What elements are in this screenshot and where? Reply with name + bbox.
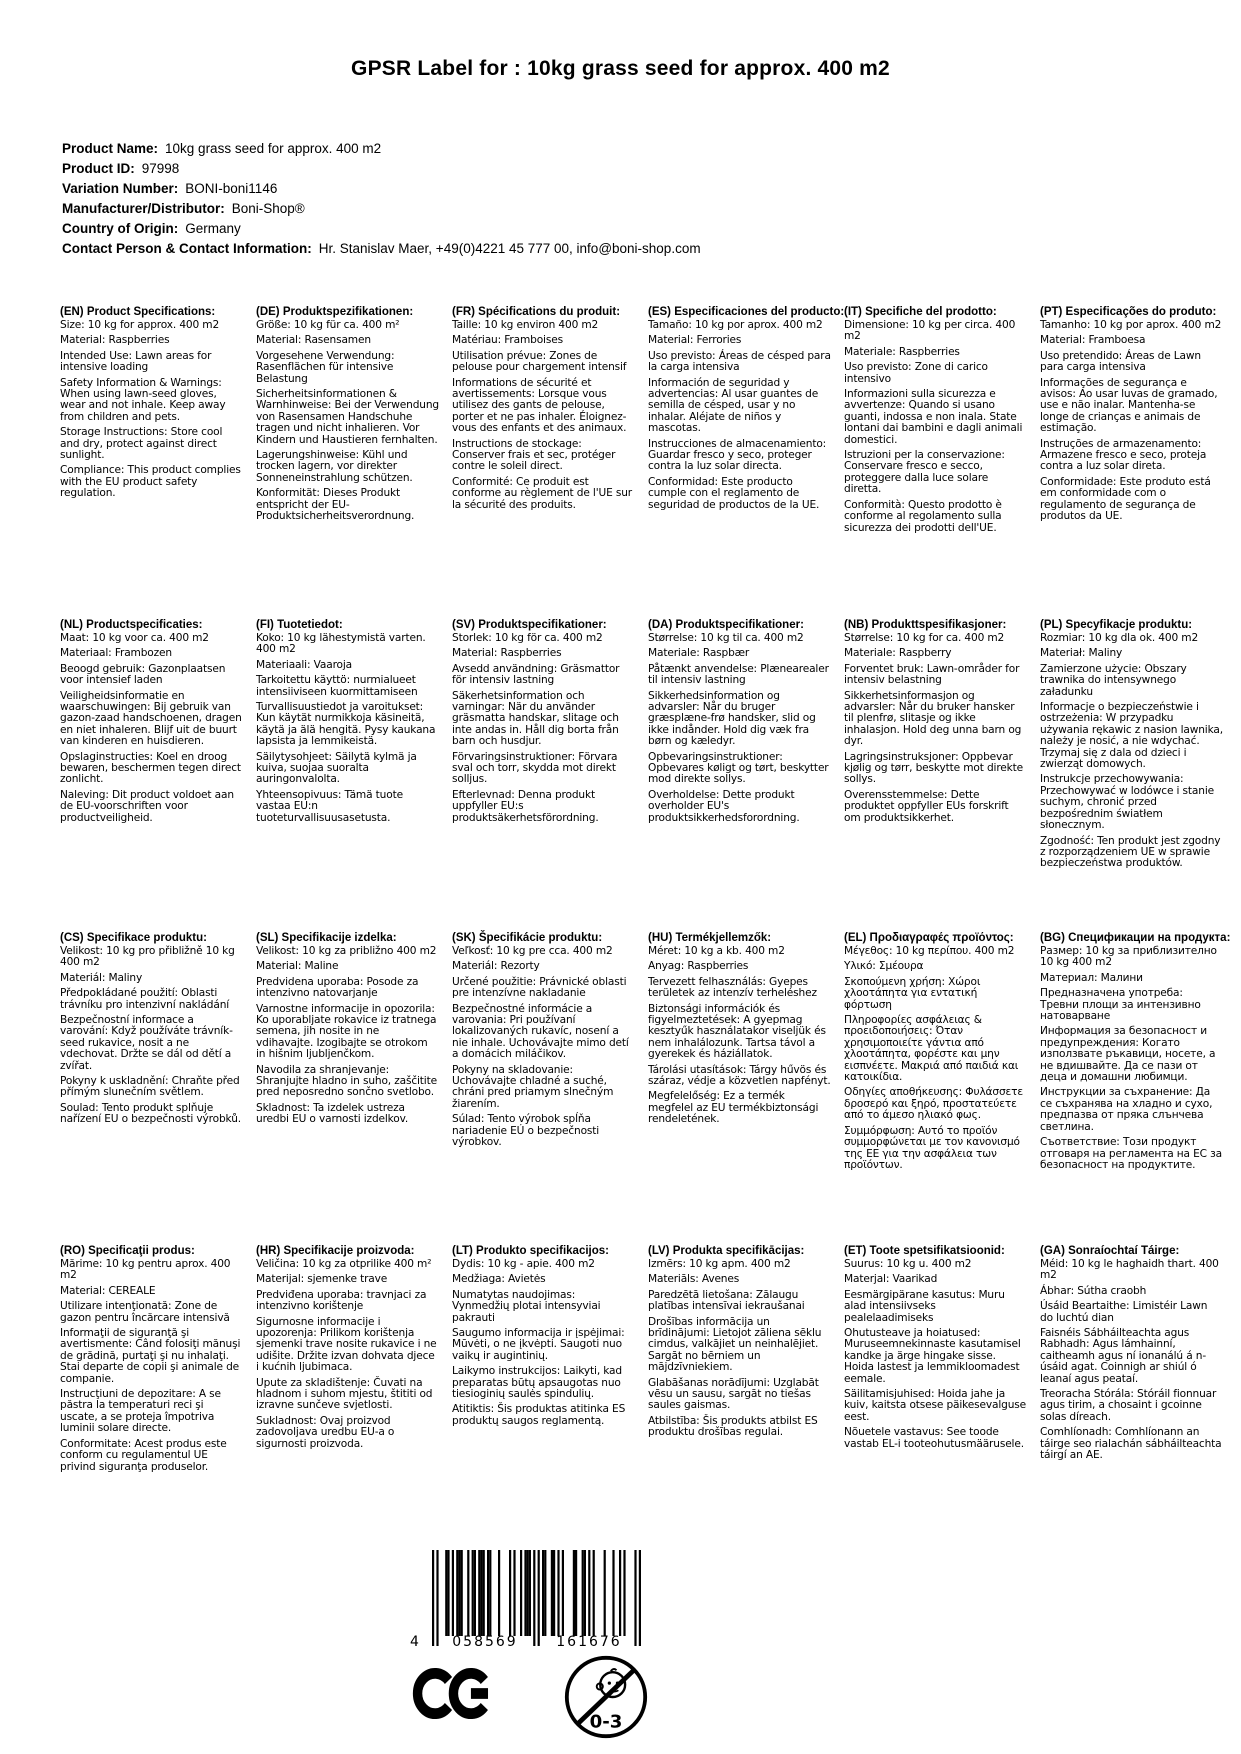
spec-paragraph: Material: Raspberries xyxy=(60,334,170,347)
spec-paragraph: Utilisation prévue: Zones de pelouse pour chargement intensif xyxy=(452,349,627,374)
language-section-nl xyxy=(60,619,243,932)
section-paragraphs xyxy=(452,320,635,511)
section-paragraphs xyxy=(60,633,243,824)
section-title: (CS) Specifikace produktu: xyxy=(60,932,207,944)
spec-paragraph: Pokyny na skladovanie: Uchovávajte chladné a suché, chráni pred priamym slnečným žiarením. xyxy=(452,1063,614,1110)
section-paragraphs xyxy=(648,320,831,511)
spec-paragraph: Material: Rasensamen xyxy=(256,334,371,347)
spec-paragraph: Méid: 10 kg le haghaidh thart. 400 m2 xyxy=(1040,1258,1219,1282)
spec-paragraph: Méret: 10 kg a kb. 400 m2 xyxy=(648,945,785,957)
spec-paragraph: Matériau: Framboises xyxy=(452,334,563,347)
section-paragraphs xyxy=(60,1259,243,1473)
page-title: GPSR Label for : 10kg grass seed for approx. 400 m2 xyxy=(351,57,890,80)
spec-paragraph: Konformität: Dieses Produkt entspricht der EU-Produktsicherheitsverordnung. xyxy=(256,487,415,523)
spec-paragraph: Utilizare intenţionată: Zone de gazon pentru încărcare intensivă xyxy=(60,1300,230,1324)
spec-paragraph: Veiligheidsinformatie en waarschuwingen: Bij gebruik van gazon-zaad handschoenen, dragen en niet inhaleren. Blijf uit de buurt van kinderen en huisdieren. xyxy=(60,689,242,748)
section-paragraphs xyxy=(844,320,1027,534)
spec-paragraph: Instructions de stockage: Conserver frais et sec, protéger contre le soleil direct. xyxy=(452,437,616,473)
section-title: (SK) Špecifikácie produktu: xyxy=(452,932,603,944)
spec-paragraph: Opbevaringsinstruktioner: Opbevares køligt og tørt, beskytter mod direkte sollys. xyxy=(648,750,829,786)
spec-paragraph: Atitiktis: Šis produktas atitinka ES produktų saugos reglamentą. xyxy=(452,1403,626,1427)
spec-paragraph: Istruzioni per la conservazione: Conservare fresco e secco, proteggere dalla luce solare diretta. xyxy=(844,449,1005,496)
spec-paragraph: Material: Framboesa xyxy=(1040,334,1146,347)
spec-paragraph: Taille: 10 kg environ 400 m2 xyxy=(452,319,599,331)
spec-paragraph: Material: CEREALE xyxy=(60,1284,156,1297)
product-info-label: Country of Origin: xyxy=(62,221,179,236)
spec-paragraph: Nõuetele vastavus: See toode vastab EL-i tooteohutusmäärusele. xyxy=(844,1426,1024,1450)
product-info-value: Hr. Stanislav Maer, +49(0)4221 45 777 00, info@boni-shop.com xyxy=(318,241,701,256)
section-paragraphs xyxy=(1040,946,1223,1171)
language-section-sl xyxy=(256,932,439,1245)
section-paragraphs xyxy=(256,946,439,1126)
spec-paragraph: Intended Use: Lawn areas for intensive loading xyxy=(60,349,212,374)
spec-paragraph: Ábhar: Sútha craobh xyxy=(1040,1284,1147,1297)
spec-paragraph: Overensstemmelse: Dette produktet oppfyller EUs forskrift om produktsikkerhet. xyxy=(844,788,1009,824)
spec-paragraph: Съответствие: Този продукт отговаря на регламента на ЕС за безопасност на продуктите. xyxy=(1040,1136,1222,1171)
section-title: (RO) Specificaţii produs: xyxy=(60,1245,195,1257)
product-info-row xyxy=(62,239,701,259)
product-info-label: Manufacturer/Distributor: xyxy=(62,201,225,216)
spec-paragraph: Opslaginstructies: Koel en droog bewaren, beschermen tegen direct zonlicht. xyxy=(60,750,241,786)
section-title: (PL) Specyfikacje produktu: xyxy=(1040,619,1193,631)
spec-paragraph: Instrukcje przechowywania: Przechowywać w lodówce i stanie suchym, chronić przed bezpośrednim światłem słonecznym. xyxy=(1040,773,1214,832)
language-section-da xyxy=(648,619,831,932)
spec-paragraph: Materiál: Rezorty xyxy=(452,960,540,973)
spec-paragraph: Dydis: 10 kg - apie. 400 m2 xyxy=(452,1258,595,1270)
spec-paragraph: Materiał: Maliny xyxy=(1040,647,1123,660)
spec-paragraph: Tervezett felhasználás: Gyepes területek az intenzív terheléshez xyxy=(648,975,817,1000)
section-paragraphs xyxy=(648,946,831,1126)
language-section-it xyxy=(844,306,1027,619)
spec-paragraph: Tamaño: 10 kg por aprox. 400 m2 xyxy=(648,319,823,331)
spec-paragraph: Úsáid Beartaithe: Limistéir Lawn do luchtú dian xyxy=(1040,1300,1208,1324)
spec-paragraph: Sicherheitsinformationen & Warnhinweise: Bei der Verwendung von Rasensamen Handschuhe tragen und nicht inhalieren. Vor Kindern und Haustieren fernhalten. xyxy=(256,388,439,446)
spec-paragraph: Overholdelse: Dette produkt overholder EU's produktsikkerhedsforordning. xyxy=(648,788,800,824)
spec-paragraph: Material: Maline xyxy=(256,960,339,973)
spec-paragraph: Mărime: 10 kg pentru aprox. 400 m2 xyxy=(60,1258,231,1282)
spec-paragraph: Materiaal: Frambozen xyxy=(60,647,172,660)
section-paragraphs xyxy=(452,1259,635,1427)
spec-paragraph: Größe: 10 kg für ca. 400 m² xyxy=(256,319,400,331)
spec-paragraph: Информация за безопасност и предупреждения: Когато използвате ръкавици, носете, а не вдишвайте. Да се пази от деца и домашни любимци. xyxy=(1040,1025,1216,1084)
section-title: (EL) Προδιαγραφές προϊόντος: xyxy=(844,932,1014,944)
spec-paragraph: Инструкции за съхранение: Да се съхранява на хладно и сухо, предпазва от пряка слънчева светлина. xyxy=(1040,1086,1213,1133)
barcode-digits-right: 161676 xyxy=(556,1634,622,1650)
language-sections-grid xyxy=(60,306,1231,1558)
spec-paragraph: Materiāls: Avenes xyxy=(648,1273,740,1286)
section-title: (PT) Especificações do produto: xyxy=(1040,306,1217,318)
spec-paragraph: Určené použitie: Právnické oblasti pre intenzívne nakladanie xyxy=(452,975,627,1000)
spec-paragraph: Uso previsto: Zone di carico intensivo xyxy=(844,361,988,385)
spec-paragraph: Suurus: 10 kg u. 400 m2 xyxy=(844,1258,972,1270)
section-title: (EN) Product Specifications: xyxy=(60,306,216,318)
spec-paragraph: Материал: Малини xyxy=(1040,971,1143,984)
spec-paragraph: Vorgesehene Verwendung: Rasenflächen für intensive Belastung xyxy=(256,349,395,385)
ce-mark-icon xyxy=(412,1666,494,1725)
spec-paragraph: Размер: 10 kg за приблизително 10 kg 400 m2 xyxy=(1040,945,1217,969)
spec-paragraph: Size: 10 kg for approx. 400 m2 xyxy=(60,319,220,331)
language-section-el xyxy=(844,932,1027,1245)
spec-paragraph: Zamierzone użycie: Obszary trawnika do intensywnego załadunku xyxy=(1040,662,1187,698)
spec-paragraph: Uso pretendido: Áreas de Lawn para carga intensiva xyxy=(1040,349,1201,374)
section-title: (HR) Specifikacije proizvoda: xyxy=(256,1245,415,1257)
section-title: (BG) Спецификации на продукта: xyxy=(1040,932,1231,944)
product-info-row xyxy=(62,139,701,159)
product-info-value: 10kg grass seed for approx. 400 m2 xyxy=(165,141,382,156)
language-section-fi xyxy=(256,619,439,932)
barcode-digit-first: 4 xyxy=(410,1634,419,1650)
spec-paragraph: Numatytas naudojimas: Vynmedžių plotai intensyviai pakrauti xyxy=(452,1288,601,1324)
spec-paragraph: Tárolási utasítások: Tárgy hűvös és száraz, védje a közvetlen napfényt. xyxy=(648,1063,831,1088)
language-section-ga xyxy=(1040,1245,1223,1558)
spec-paragraph: Bezpečnostné informácie a varovania: Pri používaní lokalizovaných rukavíc, nosení a nie inhale. Uchovávajte mimo detí a domácich miláčikov. xyxy=(452,1002,629,1061)
spec-paragraph: Lagringsinstruksjoner: Oppbevar kjølig og tørr, beskytte mot direkte sollys. xyxy=(844,750,1024,786)
barcode-digits-left: 058569 xyxy=(452,1634,518,1650)
spec-paragraph: Anyag: Raspberries xyxy=(648,960,749,973)
spec-paragraph: Avsedd användning: Gräsmattor för intensiv lastning xyxy=(452,662,620,687)
language-section-pl xyxy=(1040,619,1223,932)
spec-paragraph: Megfelelőség: Ez a termék megfelel az EU termékbiztonsági rendeletének. xyxy=(648,1090,819,1126)
section-title: (NL) Productspecificaties: xyxy=(60,619,203,631)
spec-paragraph: Materiál: Maliny xyxy=(60,971,143,984)
spec-paragraph: Storage Instructions: Store cool and dry, protect against direct sunlight. xyxy=(60,426,223,462)
spec-paragraph: Efterlevnad: Denna produkt uppfyller EU:s produktsäkerhetsförordning. xyxy=(452,788,599,824)
spec-paragraph: Materiale: Raspberry xyxy=(844,647,952,660)
spec-paragraph: Säilitamisjuhised: Hoida jahe ja kuiv, kaitsta otsese päikesevalguse eest. xyxy=(844,1388,1027,1423)
spec-paragraph: Säilytysohjeet: Säilytä kylmä ja kuiva, suojaa suoralta auringonvalolta. xyxy=(256,750,417,786)
spec-paragraph: Materiale: Raspberries xyxy=(844,345,960,358)
spec-paragraph: Συμμόρφωση: Αυτό το προϊόν συμμορφώνεται με τον κανονισμό της ΕΕ για την ασφάλεια των προϊόντων. xyxy=(844,1124,1020,1171)
spec-paragraph: Materjal: Vaarikad xyxy=(844,1273,938,1286)
spec-paragraph: Størrelse: 10 kg til ca. 400 m2 xyxy=(648,632,804,644)
section-paragraphs xyxy=(256,633,439,824)
spec-paragraph: Drošības informācija un brīdinājumi: Lietojot zāliena sēklu cimdus, valkājiet un neinhalējiet. Sargāt no bērniem un mājdzīvniekiem. xyxy=(648,1315,822,1374)
language-section-pt xyxy=(1040,306,1223,619)
spec-paragraph: Lagerungshinweise: Kühl und trocken lagern, vor direkter Sonneneinstrahlung schützen. xyxy=(256,449,413,484)
spec-paragraph: Påtænkt anvendelse: Plænearealer til intensiv lastning xyxy=(648,662,829,687)
product-info-value: 97998 xyxy=(141,161,180,176)
spec-paragraph: Πληροφορίες ασφάλειας & προειδοποιήσεις: Όταν χρησιμοποιείτε γάντια από χλοοτάπητα, φορέστε και μην εισπνέετε. Μακριά από παιδιά και κατοικίδια. xyxy=(844,1014,1019,1084)
section-title: (IT) Specifiche del prodotto: xyxy=(844,306,997,318)
language-section-hr xyxy=(256,1245,439,1558)
spec-paragraph: Beoogd gebruik: Gazonplaatsen voor intensief laden xyxy=(60,662,226,687)
spec-paragraph: Ohutusteave ja hoiatused: Muruseemnekinnaste kasutamisel kandke ja ärge hingake sisse. Hoida lastest ja lemmikloomadest eemale. xyxy=(844,1327,1021,1385)
spec-paragraph: Materiaali: Vaaroja xyxy=(256,658,353,671)
age-warning-0-3-icon xyxy=(563,1653,649,1745)
spec-paragraph: Størrelse: 10 kg for ca. 400 m2 xyxy=(844,632,1005,644)
language-section-sv xyxy=(452,619,635,932)
section-paragraphs xyxy=(256,1259,439,1450)
section-paragraphs xyxy=(1040,1259,1223,1462)
product-info-row xyxy=(62,219,701,239)
product-info-label: Contact Person & Contact Information: xyxy=(62,241,312,256)
section-paragraphs xyxy=(844,946,1027,1171)
section-paragraphs xyxy=(1040,320,1223,523)
spec-paragraph: Materijal: sjemenke trave xyxy=(256,1273,388,1286)
section-paragraphs xyxy=(60,946,243,1126)
spec-paragraph: Compliance: This product complies with the EU product safety regulation. xyxy=(60,464,241,500)
spec-paragraph: Υλικό: Σμέουρα xyxy=(844,960,924,973)
spec-paragraph: Μέγεθος: 10 kg περίπου. 400 m2 xyxy=(844,945,1015,957)
section-paragraphs xyxy=(648,1259,831,1439)
ean-barcode xyxy=(410,1550,644,1668)
section-title: (HU) Termékjellemzők: xyxy=(648,932,772,944)
spec-paragraph: Conformità: Questo prodotto è conforme al regolamento sulla sicurezza dei prodotti dell'UE. xyxy=(844,498,1002,534)
section-title: (NB) Produkttspesifikasjoner: xyxy=(844,619,1007,631)
language-section-de xyxy=(256,306,439,619)
spec-paragraph: Treoracha Stórála: Stóráil fionnuar agus tirim, a chosaint i gcoinne solas díreach. xyxy=(1040,1388,1217,1423)
spec-paragraph: Faisnéis Sábháilteachta agus Rabhadh: Agus lámhainní, caitheamh agus ní ionanálú á n-úsáid agat. Coinnigh ar shiúl ó leanaí agus peataí. xyxy=(1040,1327,1206,1385)
spec-paragraph: Предназначена употреба: Тревни площи за интензивно натоварване xyxy=(1040,987,1201,1023)
spec-paragraph: Dimensione: 10 kg per circa. 400 m2 xyxy=(844,319,1016,343)
spec-paragraph: Yhteensopivuus: Tämä tuote vastaa EU:n tuoteturvallisuusasetusta. xyxy=(256,788,403,824)
section-title: (GA) Sonraíochtaí Táirge: xyxy=(1040,1245,1180,1257)
section-paragraphs xyxy=(1040,633,1223,870)
spec-paragraph: Veličina: 10 kg za otprilike 400 m² xyxy=(256,1258,432,1270)
spec-paragraph: Paredzētā lietošana: Zālaugu platības intensīvai iekraušanai xyxy=(648,1288,805,1313)
spec-paragraph: Zgodność: Ten produkt jest zgodny z rozporządzeniem UE w sprawie bezpieczeństwa produktów. xyxy=(1040,834,1221,870)
language-section-en xyxy=(60,306,243,619)
spec-paragraph: Storlek: 10 kg för ca. 400 m2 xyxy=(452,632,603,644)
spec-paragraph: Materiale: Raspbær xyxy=(648,647,750,660)
spec-paragraph: Material: Ferrories xyxy=(648,334,742,347)
product-info-label: Variation Number: xyxy=(62,181,179,196)
spec-paragraph: Izmērs: 10 kg apm. 400 m2 xyxy=(648,1258,791,1270)
language-section-et xyxy=(844,1245,1027,1558)
spec-paragraph: Súlad: Tento výrobok spĺňa nariadenie EÚ o bezpečnosti výrobkov. xyxy=(452,1113,600,1149)
spec-paragraph: Maat: 10 kg voor ca. 400 m2 xyxy=(60,632,209,644)
spec-paragraph: Instrucciones de almacenamiento: Guardar fresco y seco, proteger contra la luz solar directa. xyxy=(648,437,827,473)
language-section-sk xyxy=(452,932,635,1245)
spec-paragraph: Velikost: 10 kg pro přibližně 10 kg 400 m2 xyxy=(60,945,235,969)
spec-paragraph: Σκοπούμενη χρήση: Χώροι χλοοτάπητα για εντατική φόρτωση xyxy=(844,975,981,1011)
product-info-row xyxy=(62,159,701,179)
spec-paragraph: Naleving: Dit product voldoet aan de EU-voorschriften voor productveiligheid. xyxy=(60,788,234,824)
section-title: (FR) Spécifications du produit: xyxy=(452,306,621,318)
section-title: (ES) Especificaciones del producto: xyxy=(648,306,845,318)
spec-paragraph: Veľkosť: 10 kg pre cca. 400 m2 xyxy=(452,945,613,957)
section-paragraphs xyxy=(452,633,635,824)
section-title: (FI) Tuotetiedot: xyxy=(256,619,343,631)
section-title: (SL) Specifikacije izdelka: xyxy=(256,932,397,944)
spec-paragraph: Informacje o bezpieczeństwie i ostrzeżenia: W przypadku używania rękawic z nasion lawnika, należy je nosić, a nie wdychać. Trzymaj się z dala od dzieci i zwierząt domowych. xyxy=(1040,701,1223,771)
spec-paragraph: Sukladnost: Ovaj proizvod zadovoljava uredbu EU-a o sigurnosti proizvoda. xyxy=(256,1414,395,1450)
section-title: (ET) Toote spetsifikatsioonid: xyxy=(844,1245,1005,1257)
language-section-nb xyxy=(844,619,1027,932)
product-info xyxy=(62,139,701,259)
spec-paragraph: Rozmiar: 10 kg dla ok. 400 m2 xyxy=(1040,632,1199,644)
spec-paragraph: Navodila za shranjevanje: Shranjujte hladno in suho, zaščitite pred neposredno sončno svetlobo. xyxy=(256,1063,437,1099)
product-info-row xyxy=(62,179,701,199)
spec-paragraph: Informações de segurança e avisos: Ao usar luvas de gramado, use e não inalar. Mantenha-se longe de crianças e animais de estimação. xyxy=(1040,376,1218,435)
age-warning-text: 0-3 xyxy=(589,1711,623,1733)
spec-paragraph: Tarkoitettu käyttö: nurmialueet intensiiviseen kuormittamiseen xyxy=(256,674,418,698)
product-info-value: Boni-Shop® xyxy=(231,201,305,216)
section-paragraphs xyxy=(60,320,243,500)
section-paragraphs xyxy=(648,633,831,824)
language-section-es xyxy=(648,306,845,619)
spec-paragraph: Medžiaga: Avietės xyxy=(452,1273,546,1286)
spec-paragraph: Eesmärgipärane kasutus: Muru alad intensiivseks pealelaadimiseks xyxy=(844,1288,1005,1324)
section-title: (LV) Produkta specifikācijas: xyxy=(648,1245,805,1257)
spec-paragraph: Koko: 10 kg lähestymistä varten. 400 m2 xyxy=(256,632,426,656)
section-paragraphs xyxy=(844,633,1027,824)
spec-paragraph: Skladnost: Ta izdelek ustreza uredbi EU o varnosti izdelkov. xyxy=(256,1101,409,1126)
spec-paragraph: Glabāšanas norādījumi: Uzglabāt vēsu un sausu, sargāt no tiešas saules gaismas. xyxy=(648,1376,819,1412)
product-info-value: BONI-boni1146 xyxy=(185,181,278,196)
language-section-lv xyxy=(648,1245,831,1558)
section-title: (DE) Produktspezifikationen: xyxy=(256,306,414,318)
spec-paragraph: Forventet bruk: Lawn-områder for intensiv belastning xyxy=(844,662,1020,687)
section-title: (SV) Produktspecifikationer: xyxy=(452,619,607,631)
section-title: (LT) Produkto specifikacijos: xyxy=(452,1245,609,1257)
spec-paragraph: Předpokládané použití: Oblasti trávníku pro intenzivní nakládání xyxy=(60,987,230,1011)
spec-paragraph: Förvaringsinstruktioner: Förvara sval och torr, skydda mot direkt solljus. xyxy=(452,750,618,786)
spec-paragraph: Uso previsto: Áreas de césped para la carga intensiva xyxy=(648,349,831,374)
spec-paragraph: Conformidad: Este producto cumple con el reglamento de seguridad de productos de la UE. xyxy=(648,475,820,511)
spec-paragraph: Material: Raspberries xyxy=(452,647,562,660)
spec-paragraph: Varnostne informacije in opozorila: Ko uporabljate rokavice iz tratnega semena, jih nosite in ne vdihavajte. Izogibajte se otrokom in hišnim ljubljenčkom. xyxy=(256,1002,437,1061)
spec-paragraph: Upute za skladištenje: Čuvati na hladnom i suhom mjestu, štititi od izravne sunčeve svjetlosti. xyxy=(256,1376,433,1412)
spec-paragraph: Sikkerhetsinformasjon og advarsler: Når du bruker hansker til plenfrø, slitasje og ikke inhalasjon. Hold deg unna barn og dyr. xyxy=(844,689,1022,748)
spec-paragraph: Conformidade: Este produto está em conformidade com o regulamento de segurança de produtos da UE. xyxy=(1040,475,1211,523)
spec-paragraph: Saugumo informacija ir įspėjimai: Mūvėti, o ne įkvėpti. Saugoti nuo vaikų ir augintinių. xyxy=(452,1327,625,1362)
spec-paragraph: Sikkerhedsinformation og advarsler: Når du bruger græsplæne-frø handsker, slid og ikke indånder. Hold dig væk fra børn og kæledyr. xyxy=(648,689,816,748)
language-section-lt xyxy=(452,1245,635,1558)
spec-paragraph: Tamanho: 10 kg por aprox. 400 m2 xyxy=(1040,319,1222,331)
product-info-label: Product Name: xyxy=(62,141,159,156)
barcode-bars xyxy=(432,1550,642,1647)
product-info-row xyxy=(62,199,701,219)
spec-paragraph: Comhlíonadh: Comhlíonann an táirge seo rialachán sábháilteachta táirgí an AE. xyxy=(1040,1426,1222,1462)
language-section-bg xyxy=(1040,932,1231,1245)
spec-paragraph: Informazioni sulla sicurezza e avvertenze: Quando si usano guanti, indossa e non inala. State lontani dai bambini e dagli animali domestici. xyxy=(844,388,1023,446)
language-section-ro xyxy=(60,1245,243,1558)
section-paragraphs xyxy=(844,1259,1027,1450)
section-paragraphs xyxy=(256,320,439,523)
spec-paragraph: Säkerhetsinformation och varningar: När du använder gräsmatta handskar, slitage och inte andas in. Håll dig borta från barn och husdjur. xyxy=(452,689,619,748)
spec-paragraph: Safety Information & Warnings: When using lawn-seed gloves, wear and not inhale. Keep away from children and pets. xyxy=(60,376,226,423)
section-paragraphs xyxy=(452,946,635,1149)
spec-paragraph: Conformitate: Acest produs este conform cu regulamentul UE privind siguranţa produselor. xyxy=(60,1437,227,1473)
spec-paragraph: Velikost: 10 kg za približno 400 m2 xyxy=(256,945,437,957)
language-section-hu xyxy=(648,932,831,1245)
spec-paragraph: Laikymo instrukcijos: Laikyti, kad preparatas būtų apsaugotas nuo tiesioginių saulės spindulių. xyxy=(452,1365,622,1401)
product-info-label: Product ID: xyxy=(62,161,135,176)
spec-paragraph: Predvidena uporaba: Posode za intenzivno natovarjanje xyxy=(256,975,419,1000)
product-info-value: Germany xyxy=(185,221,241,236)
language-section-cs xyxy=(60,932,243,1245)
language-section-fr xyxy=(452,306,635,619)
spec-paragraph: Turvallisuustiedot ja varoitukset: Kun käytät nurmikkoja käsineitä, käytä ja älä hengitä. Pysy kaukana lapsista ja lemmikeistä. xyxy=(256,701,436,748)
spec-paragraph: Instrucţiuni de depozitare: A se păstra la temperaturi reci şi uscate, a se proteja împotriva luminii solare directe. xyxy=(60,1388,221,1435)
spec-paragraph: Sigurnosne informacije i upozorenja: Prilikom korištenja sjemenki trave nosite rukavice i ne udišite. Držite izvan dohvata djece i kućnih ljubimaca. xyxy=(256,1315,437,1374)
spec-paragraph: Pokyny k uskladnění: Chraňte před přímým slunečním světlem. xyxy=(60,1075,240,1099)
section-title: (DA) Produktspecifikationer: xyxy=(648,619,804,631)
spec-paragraph: Atbilstība: Šis produkts atbilst ES produktu drošības regulai. xyxy=(648,1414,818,1439)
spec-paragraph: Información de seguridad y advertencias: Al usar guantes de semilla de césped, usar y no inhalar. Aléjate de niños y mascotas. xyxy=(648,376,819,435)
spec-paragraph: Bezpečnostní informace a varování: Když používáte trávník-seed rukavice, nosit a ne vdechovat. Držte se dál od dětí a zvířat. xyxy=(60,1014,233,1072)
spec-paragraph: Biztonsági információk és figyelmeztetések: A gyepmag kesztyűk használatakor viseljük és nem inhalálozunk. Tartsa távol a gyerekek és háziállatok. xyxy=(648,1002,826,1061)
spec-paragraph: Informations de sécurité et avertissements: Lorsque vous utilisez des gants de pelouse, porter et ne pas inhaler. Éloignez-vous des enfants et des animaux. xyxy=(452,376,627,435)
spec-paragraph: Οδηγίες αποθήκευσης: Φυλάσσετε δροσερό και ξηρό, προστατεύετε από το άμεσο ηλιακό φως. xyxy=(844,1086,1023,1122)
spec-paragraph: Instruções de armazenamento: Armazene fresco e seco, proteja contra a luz solar direta. xyxy=(1040,437,1207,473)
spec-paragraph: Soulad: Tento produkt splňuje nařízení EU o bezpečnosti výrobků. xyxy=(60,1101,241,1126)
spec-paragraph: Predviđena uporaba: travnjaci za intenzivno korištenje xyxy=(256,1288,427,1313)
spec-paragraph: Informaţii de siguranţă şi avertismente: Când folosiţi mănuşi de grădină, purtaţi şi nu inhalaţi. Stai departe de copii şi animale de companie. xyxy=(60,1327,241,1385)
spec-paragraph: Conformité: Ce produit est conforme au règlement de l'UE sur la sécurité des produits. xyxy=(452,475,632,511)
